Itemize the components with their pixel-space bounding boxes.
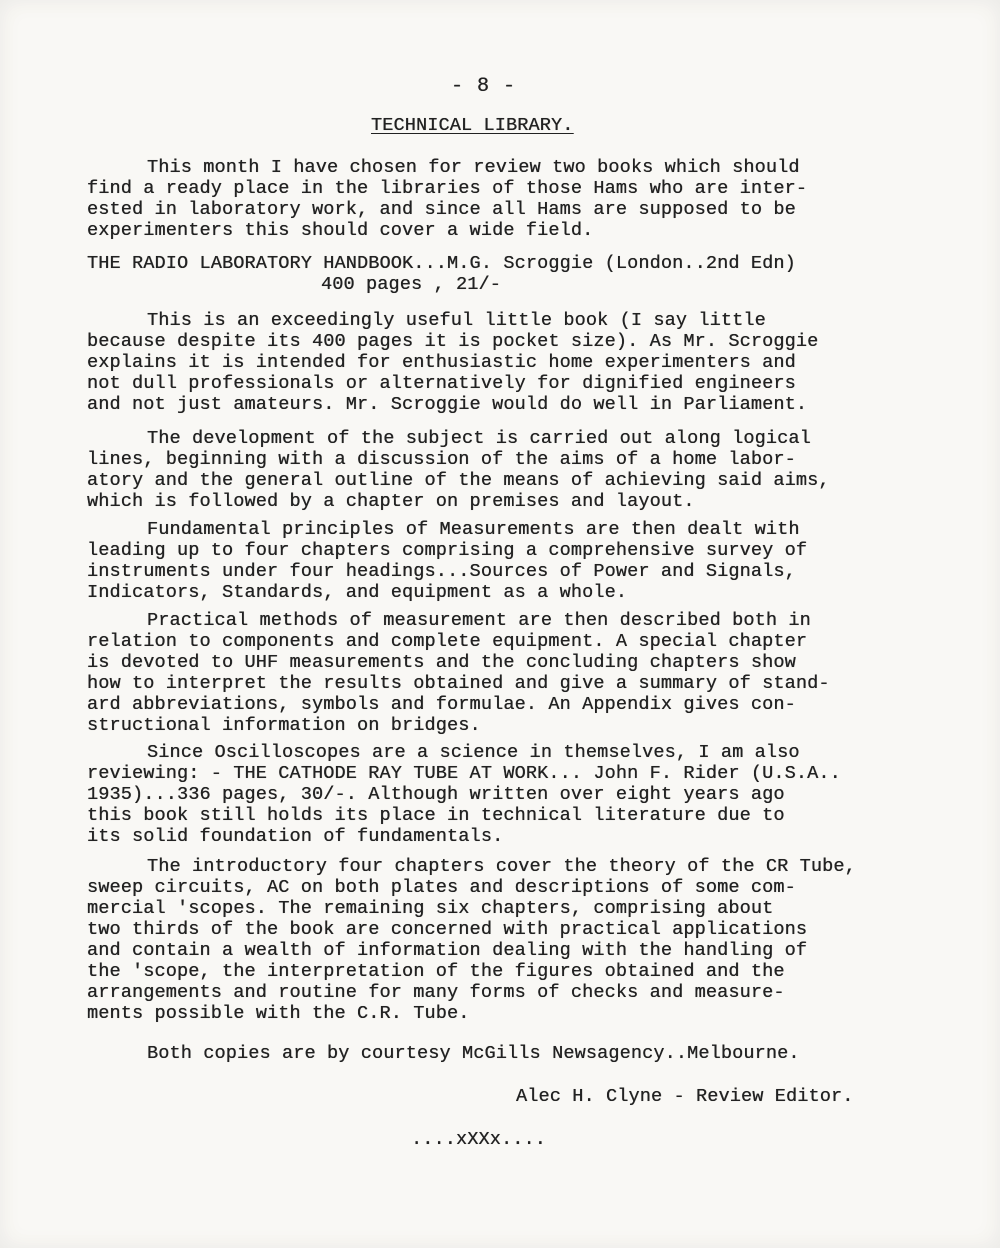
paragraph-line: is devoted to UHF measurements and the concluding chapters show (87, 652, 796, 673)
paragraph-line: because despite its 400 pages it is pocket size). As Mr. Scroggie (87, 331, 819, 352)
book-1-title-line: THE RADIO LABORATORY HANDBOOK...M.G. Scroggie (London..2nd Edn) (87, 253, 796, 274)
paragraph-line: mercial 'scopes. The remaining six chapters, comprising about (87, 898, 774, 919)
end-of-section-mark: ....xXXx.... (411, 1129, 547, 1150)
paragraph-line: and contain a wealth of information dealing with the handling of (87, 940, 808, 961)
paragraph-line: ments possible with the C.R. Tube. (87, 1003, 470, 1024)
paragraph-line: 1935)...336 pages, 30/-. Although written over eight years ago (87, 784, 785, 805)
intro-line: ested in laboratory work, and since all Hams are supposed to be (87, 199, 796, 220)
paragraph-line: and not just amateurs. Mr. Scroggie would do well in Parliament. (87, 394, 808, 415)
paragraph-line: structional information on bridges. (87, 715, 481, 736)
paragraph-line: relation to components and complete equipment. A special chapter (87, 631, 808, 652)
review-editor-signature: Alec H. Clyne - Review Editor. (516, 1086, 854, 1107)
book-1-pages-price: 400 pages , 21/- (321, 274, 502, 295)
intro-line: experimenters this should cover a wide field. (87, 220, 594, 241)
paragraph-line: Since Oscilloscopes are a science in themselves, I am also (147, 742, 800, 763)
paragraph-line: its solid foundation of fundamentals. (87, 826, 504, 847)
paragraph-line: how to interpret the results obtained and give a summary of stand- (87, 673, 830, 694)
paragraph-line: This is an exceedingly useful little book (I say little (147, 310, 766, 331)
paragraph-line: Practical methods of measurement are then described both in (147, 610, 811, 631)
paragraph-line: two thirds of the book are concerned with practical applications (87, 919, 808, 940)
section-title: TECHNICAL LIBRARY. (371, 115, 574, 136)
page-number: - 8 - (451, 75, 517, 98)
paragraph-line: not dull professionals or alternatively for dignified engineers (87, 373, 796, 394)
paragraph-line: the 'scope, the interpretation of the figures obtained and the (87, 961, 785, 982)
paragraph-line: The introductory four chapters cover the theory of the CR Tube, (147, 856, 856, 877)
paragraph-line: arrangements and routine for many forms of checks and measure- (87, 982, 785, 1003)
paragraph-line: atory and the general outline of the means of achieving said aims, (87, 470, 830, 491)
paragraph-line: sweep circuits, AC on both plates and descriptions of some com- (87, 877, 796, 898)
paragraph-line: lines, beginning with a discussion of the aims of a home labor- (87, 449, 796, 470)
paragraph-line: leading up to four chapters comprising a comprehensive survey of (87, 540, 808, 561)
paragraph-line: ard abbreviations, symbols and formulae. An Appendix gives con- (87, 694, 796, 715)
paragraph-line: this book still holds its place in technical literature due to (87, 805, 785, 826)
courtesy-line: Both copies are by courtesy McGills Newsagency..Melbourne. (147, 1043, 800, 1064)
intro-line: find a ready place in the libraries of those Hams who are inter- (87, 178, 808, 199)
paragraph-line: explains it is intended for enthusiastic home experimenters and (87, 352, 796, 373)
paragraph-line: which is followed by a chapter on premises and layout. (87, 491, 695, 512)
paragraph-line: The development of the subject is carried out along logical (147, 428, 811, 449)
paragraph-line: Fundamental principles of Measurements are then dealt with (147, 519, 800, 540)
paragraph-line: reviewing: - THE CATHODE RAY TUBE AT WORK... John F. Rider (U.S.A.. (87, 763, 841, 784)
paragraph-line: Indicators, Standards, and equipment as a whole. (87, 582, 628, 603)
intro-line: This month I have chosen for review two books which should (147, 157, 800, 178)
paragraph-line: instruments under four headings...Sources of Power and Signals, (87, 561, 796, 582)
